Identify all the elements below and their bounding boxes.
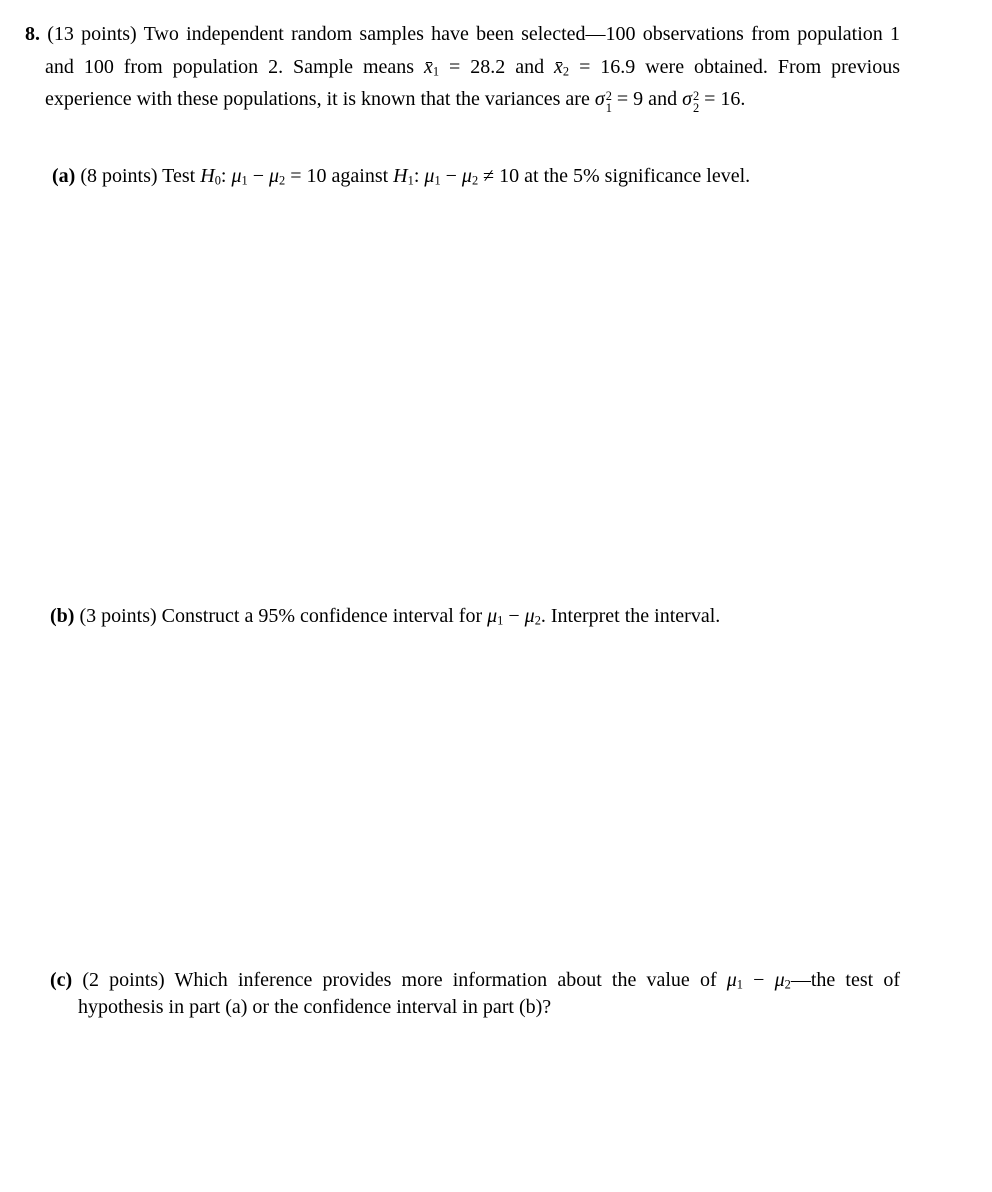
- problem-statement: 8. (13 points) Two independent random samples have been selected—100 observations from population 1 and 100 from population 2. Sample means $x_1 = 28.2$ and $x_2 = 16.9$ were obtained. From previous experience with these populations, it is known that the variances are σ 2 1 = 9 and σ 2 2 = 16.: [25, 23, 901, 116]
- part-b-question: (b) (3 points) Construct a 95% confidence interval for $\mu_1 - \mu_2$. Interpret the interval.: [50, 605, 721, 628]
- part-c-question: (c) (2 points) Which inference provides more information about the value of $\mu_1$ − $\mu_2—the$ test of hypothesis in part (a) or the confidence interval in part (b)?: [50, 969, 900, 1018]
- part-a-question: (a) (8 points) Test $H_0$: $\mu_1 - \mu_2 = 10$ against $H_1$: $\mu_1 - \mu_2 \ne 10$ at the 5% significance level.: [52, 165, 751, 188]
